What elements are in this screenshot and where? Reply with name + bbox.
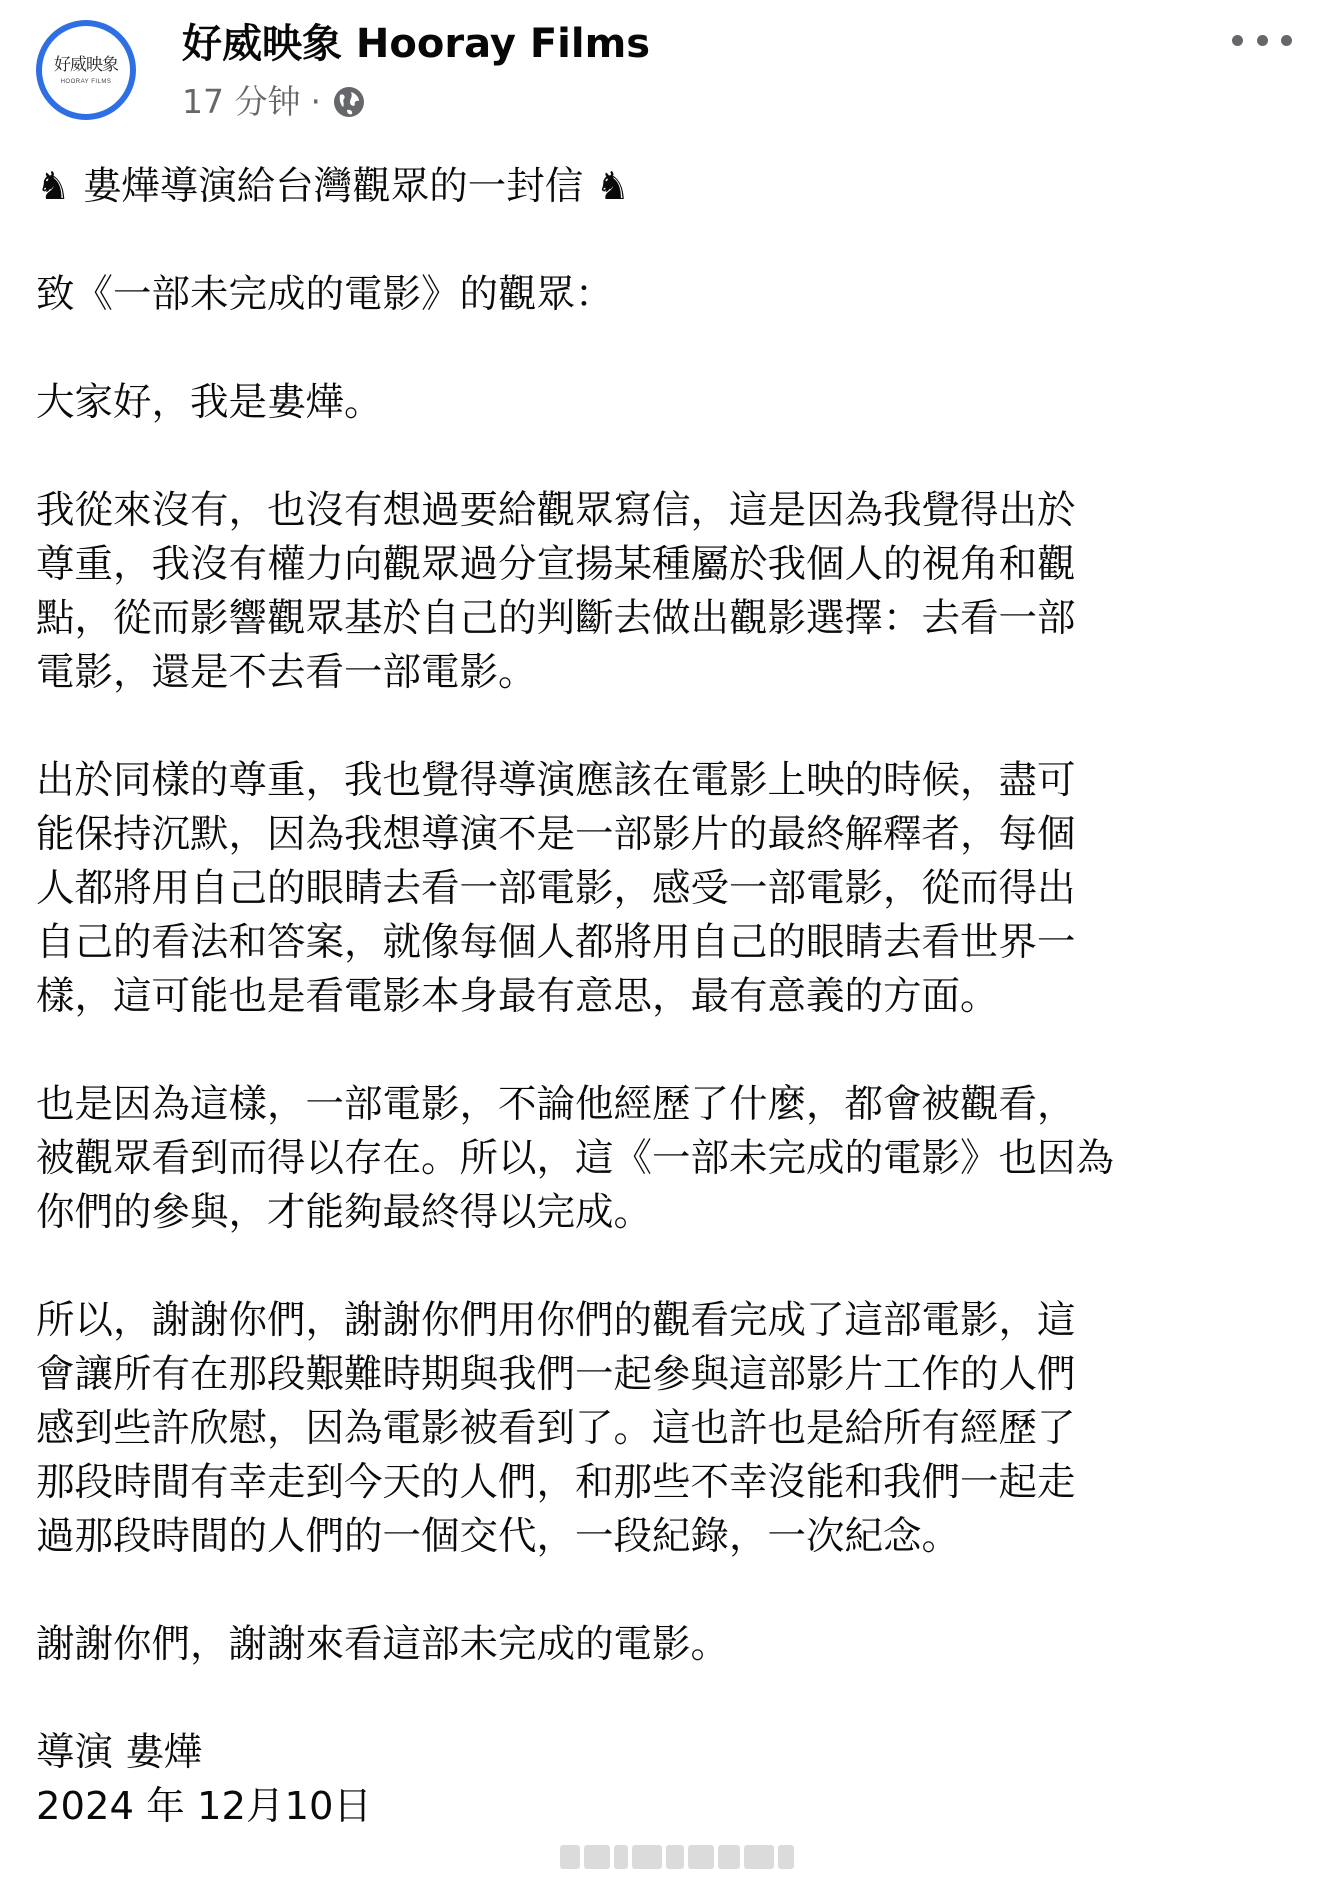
watermark-glyph (688, 1845, 714, 1869)
post-timestamp[interactable]: 17 分钟 (182, 82, 301, 121)
meta-separator: · (310, 82, 321, 121)
more-dot (1232, 35, 1243, 46)
letter-salutation: 致《一部未完成的電影》的觀眾： (36, 272, 614, 317)
avatar-logo-text: 好威映象 (54, 55, 118, 75)
avatar-logo (42, 26, 130, 114)
watermark-glyph (718, 1845, 740, 1869)
post-body (36, 160, 1296, 1834)
post-meta (182, 82, 367, 122)
letter-paragraph: 也是因為這樣，一部電影，不論他經歷了什麼，都會被觀看， 被觀眾看到而得以存在。所以，這《一部未完成的電影》也因為 你們的參與，才能夠最終得以完成。 (36, 1082, 1115, 1235)
page-avatar[interactable] (36, 20, 136, 120)
page-name-link[interactable]: 好威映象 Hooray Films (182, 21, 651, 67)
watermark-glyph (584, 1845, 610, 1869)
letter-signature: 導演 婁燁 (36, 1730, 203, 1775)
watermark-glyph (614, 1845, 628, 1869)
letter-greeting: 大家好，我是婁燁。 (36, 380, 383, 425)
watermark-glyph (560, 1845, 580, 1869)
letter-date: 2024 年 12月10日 (36, 1784, 372, 1829)
letter-title: ♞ 婁燁導演給台灣觀眾的一封信 ♞ (36, 164, 631, 209)
globe-icon[interactable] (331, 84, 367, 120)
more-dot (1281, 35, 1292, 46)
watermark-glyph (632, 1845, 662, 1869)
watermark-glyph (744, 1845, 774, 1869)
watermark-glyph (778, 1845, 794, 1869)
letter-paragraph: 所以，謝謝你們，謝謝你們用你們的觀看完成了這部電影，這 會讓所有在那段艱難時期與我們一起參與這部影片工作的人們 感到些許欣慰，因為電影被看到了。這也許也是給所有經歷了 那段時間有幸走到今天的人們，和那些不幸沒能和我們一起走 過那段時間的人們的一個交代，一段紀錄，一次紀念。 (36, 1298, 1076, 1559)
post-header (36, 14, 1296, 134)
watermark-glyph (666, 1845, 684, 1869)
letter-paragraph: 出於同樣的尊重，我也覺得導演應該在電影上映的時候，盡可 能保持沉默，因為我想導演不是一部影片的最終解釋者，每個 人都將用自己的眼睛去看一部電影，感受一部電影，從而得出 自己的看法和答案，就像每個人都將用自己的眼睛去看世界一 樣，這可能也是看電影本身最有意思，最有意義的方面。 (36, 758, 1076, 1019)
avatar-logo-subtext: HOORAY FILMS (60, 79, 112, 85)
watermark (560, 1842, 820, 1872)
more-options-icon[interactable] (1232, 28, 1292, 52)
more-dot (1257, 35, 1268, 46)
letter-paragraph: 謝謝你們，謝謝來看這部未完成的電影。 (36, 1622, 730, 1667)
letter-paragraph: 我從來沒有，也沒有想過要給觀眾寫信，這是因為我覺得出於 尊重，我沒有權力向觀眾過分宣揚某種屬於我個人的視角和觀 點，從而影響觀眾基於自己的判斷去做出觀影選擇：去看一部 電影，還是不去看一部電影。 (36, 488, 1076, 695)
